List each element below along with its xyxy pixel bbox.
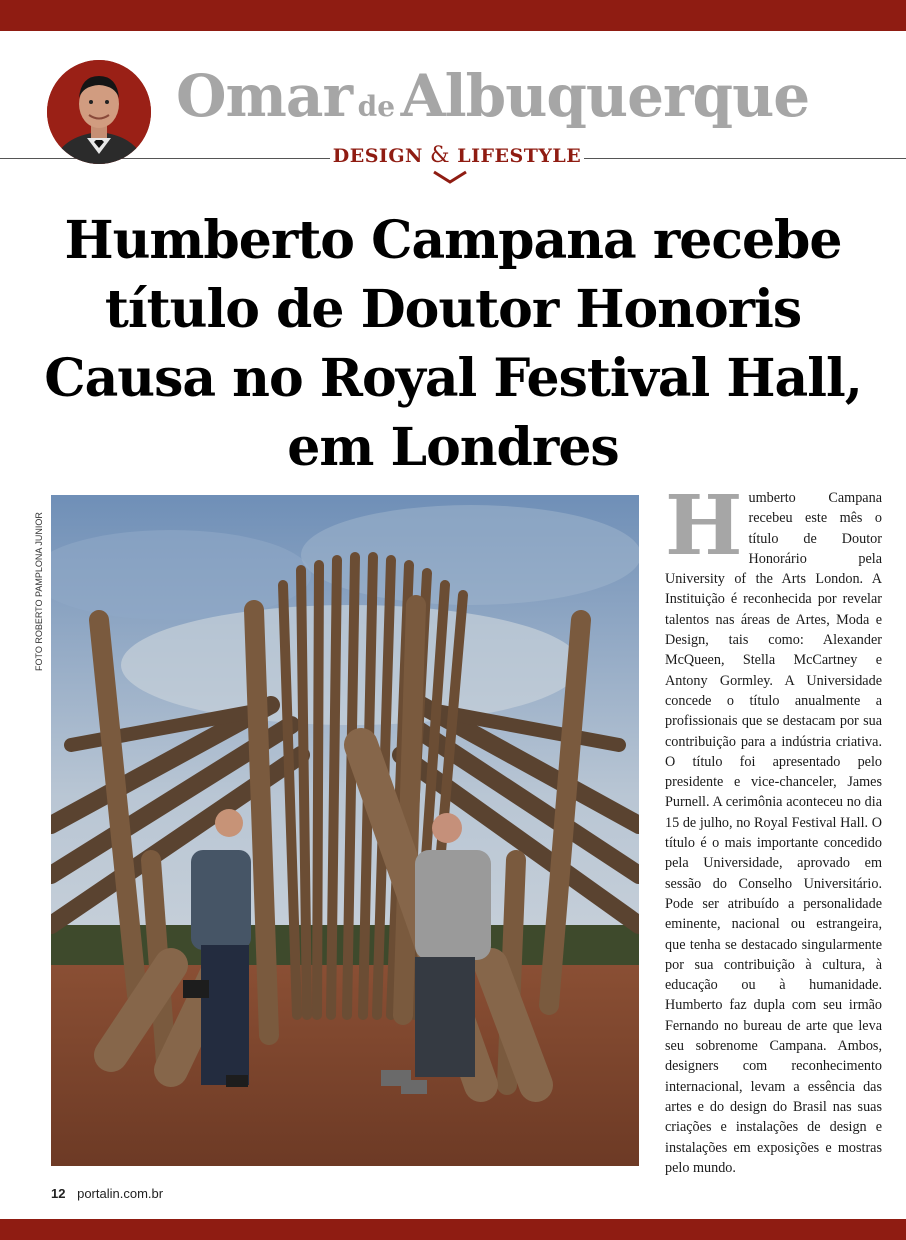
top-color-bar (0, 0, 906, 31)
section-label (330, 143, 584, 169)
site-url[interactable]: portalin.com.br (77, 1186, 164, 1201)
page-number: 12 (51, 1186, 66, 1201)
author-first-name: Omar (176, 62, 353, 130)
header-rule-left (0, 158, 330, 159)
bottom-color-bar (0, 1219, 906, 1240)
article-headline: Humberto Campana recebe título de Doutor Honoris Causa no Royal Festival Hall, em Londres (44, 210, 862, 478)
author-avatar (47, 60, 151, 164)
chevron-down-icon (432, 170, 468, 184)
drop-cap: H (665, 478, 743, 574)
photo-credit (33, 496, 45, 671)
author-name (176, 62, 810, 142)
photo-credit-text: FOTO ROBERTO PAMPLONA JUNIOR (34, 512, 44, 671)
section-label-design: DESIGN (332, 145, 423, 167)
author-particle: de (357, 90, 396, 123)
article-body (665, 478, 882, 1178)
article-photo (51, 495, 639, 1166)
section-label-amp: & (430, 143, 451, 168)
author-last-name: Albuquerque (400, 62, 810, 130)
header-rule-right (584, 158, 906, 159)
article-text: umberto Campana recebeu este mês o título de Doutor Honorário pela University of the Arts London. A Instituição é reconhecida por revelar talentos nas áreas de Artes, Moda e Design, tais como: Alexander McQueen, Stella McCartney e Antony Gormley. A Universidade concede o título anualmente a profissionais que se destacam por sua contribuição para a indústria criativa. O título foi apresentado pelo presidente e vice-chanceler, James Purnell. A cerimônia aconteceu no dia 15 de julho, no Royal Festival Hall. O título é o mais importante concedido pela Universidade, aprovado em sessão do Conselho Universitário. Pode ser atribuído a personalidade eminente, nacional ou estrangeira, que tenha se destacado singularmente por sua contribuição à cultura, à educação ou à humanidade. Humberto faz dupla com seu irmão Fernando no bureau de arte que leva seu sobrenome Campana. Ambos, designers com reconhecimento internacional, levam a essência das artes e do design do Brasil nas suas criações e instalações de design e instalações em exposições e mostras pelo mundo. (665, 490, 882, 1176)
page-footer (51, 1186, 163, 1201)
section-label-lifestyle: LIFESTYLE (457, 145, 582, 167)
